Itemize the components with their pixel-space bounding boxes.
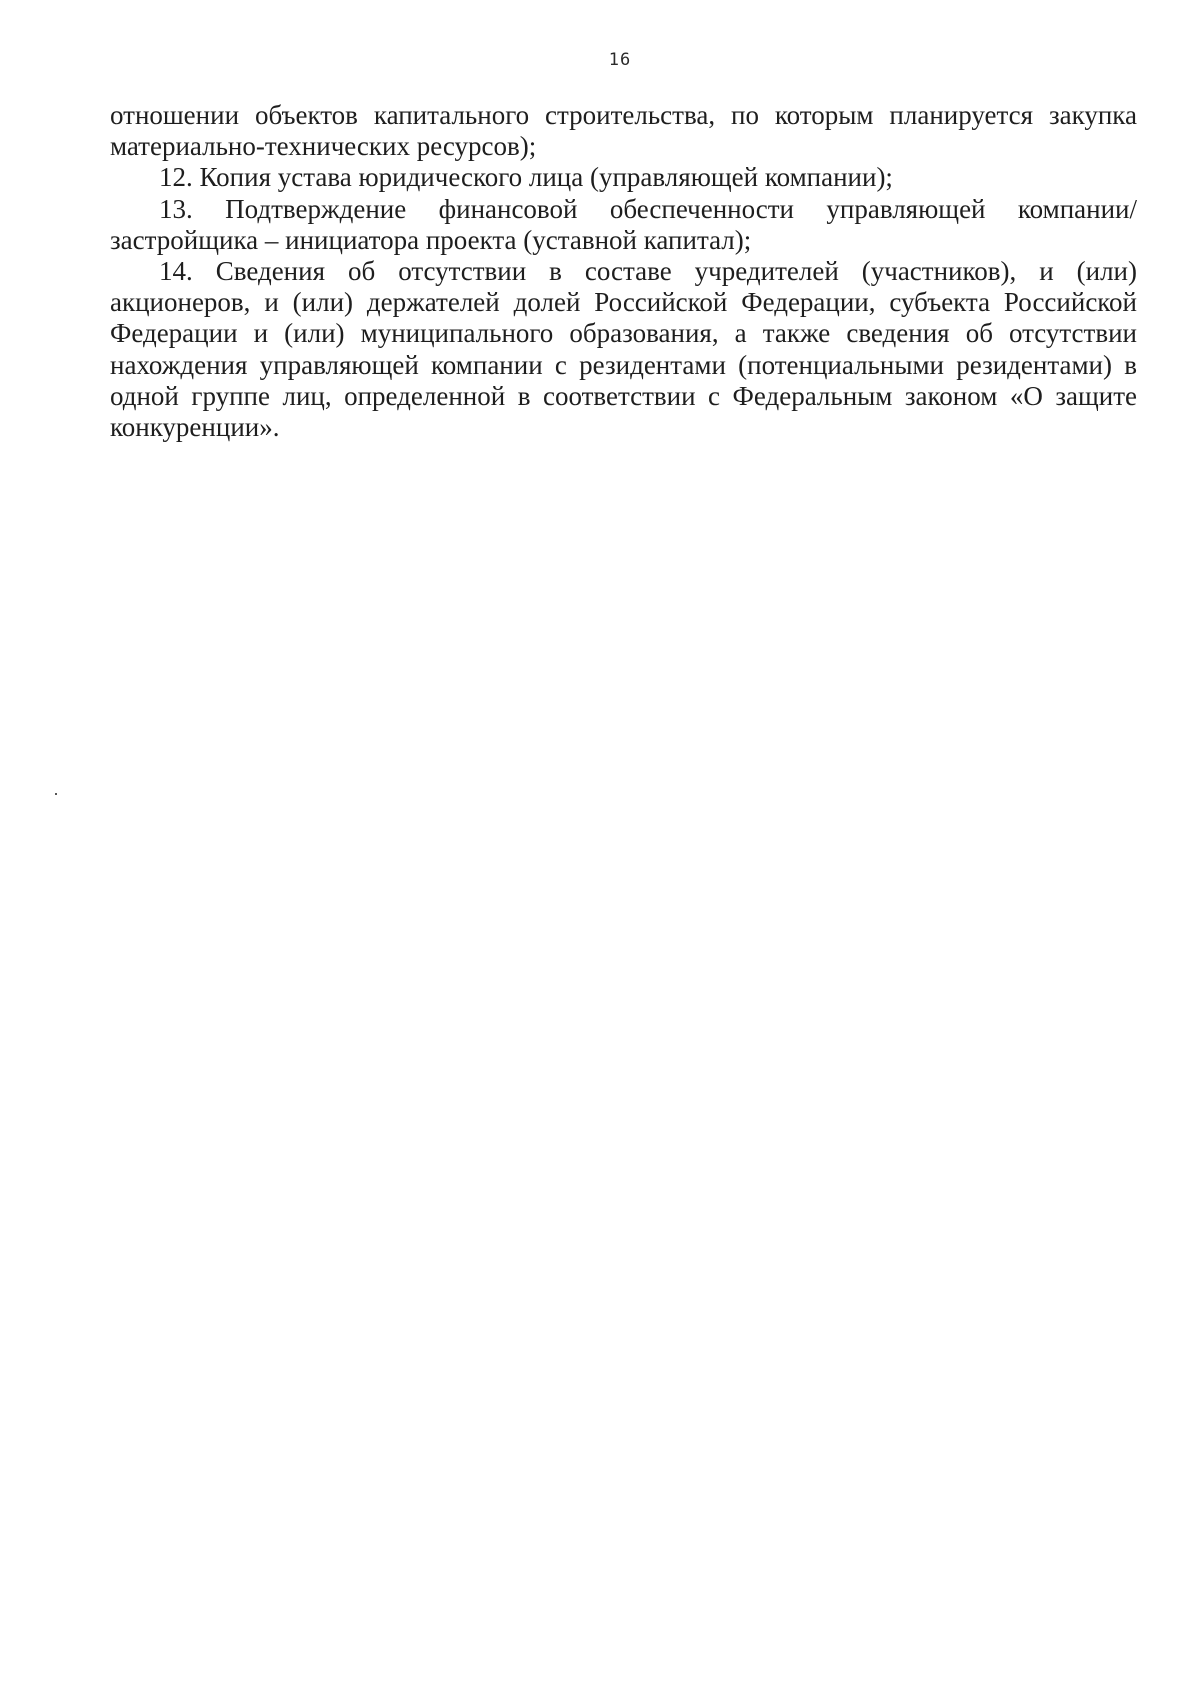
page-number: 16 [608, 50, 632, 70]
paragraph-item-12: 12. Копия устава юридического лица (управляющей компании); [159, 162, 893, 193]
document-body [110, 100, 1137, 443]
paragraph-item-13: 13. Подтверждение финансовой обеспеченности управляющей компании/застройщика – инициатора проекта (уставной капитал); [110, 193, 1137, 255]
scan-speck [55, 793, 57, 795]
paragraph-continuation: отношении объектов капитального строительства, по которым планируется закупка материально-технических ресурсов); [110, 100, 1137, 162]
paragraph-item-14: 14. Сведения об отсутствии в составе учредителей (участников), и (или) акционеров, и (или) держателей долей Российской Федерации, субъекта Российской Федерации и (или) муниципального образования, а также сведения об отсутствии нахождения управляющей компании с резидентами (потенциальными резидентами) в одной группе лиц, определенной в соответствии с Федеральным законом «О защите конкуренции». [110, 256, 1137, 443]
